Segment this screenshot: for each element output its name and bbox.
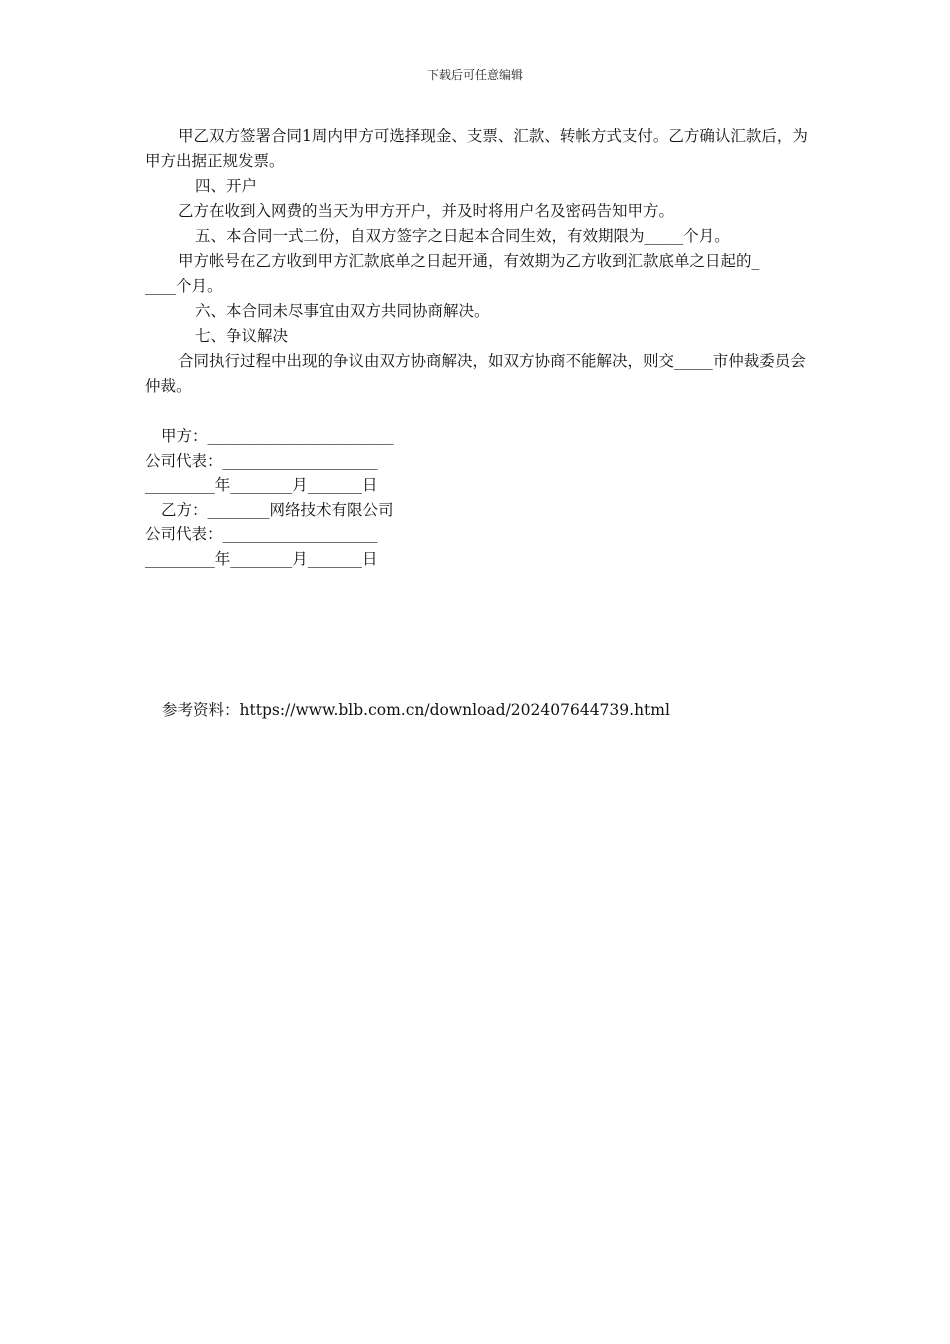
account-paragraph: 乙方在收到入网费的当天为甲方开户，并及时将用户名及密码告知甲方。: [178, 202, 675, 220]
activation-paragraph-line2: ____个月。: [145, 277, 223, 295]
party-b-date-line: _________年________月_______日: [145, 549, 378, 568]
party-a-line: 甲方：________________________: [161, 427, 394, 445]
dispute-paragraph: 合同执行过程中出现的争议由双方协商解决，如双方协商不能解决，则交_____市仲裁委员会仲裁。: [145, 352, 806, 395]
section-heading-dispute: 七、争议解决: [195, 327, 289, 345]
activation-paragraph-line1: 甲方帐号在乙方收到甲方汇款底单之日起开通，有效期为乙方收到汇款底单之日起的_: [178, 252, 760, 270]
page-header: 下载后可任意编辑: [426, 68, 523, 82]
signature-block: [145, 424, 545, 571]
section-heading-account: 四、开户: [195, 177, 258, 195]
reference-link-text: 参考资料：https://www.blb.com.cn/download/202407644739.html: [162, 701, 670, 719]
validity-paragraph: 五、本合同一式二份，自双方签字之日起本合同生效，有效期限为_____个月。: [195, 227, 730, 245]
party-a-representative-line: 公司代表：____________________: [145, 451, 378, 470]
party-a-date-line: _________年________月_______日: [145, 476, 378, 494]
party-b-representative-line: 公司代表：____________________: [145, 525, 378, 543]
unresolved-matters-paragraph: 六、本合同未尽事宜由双方共同协商解决。: [195, 302, 490, 320]
payment-paragraph: 甲乙双方签署合同1周内甲方可选择现金、支票、汇款、转帐方式支付。乙方确认汇款后，为甲方出据正规发票。: [145, 127, 808, 170]
contract-body: [145, 124, 810, 399]
party-b-line: 乙方：________网络技术有限公司: [161, 500, 394, 519]
